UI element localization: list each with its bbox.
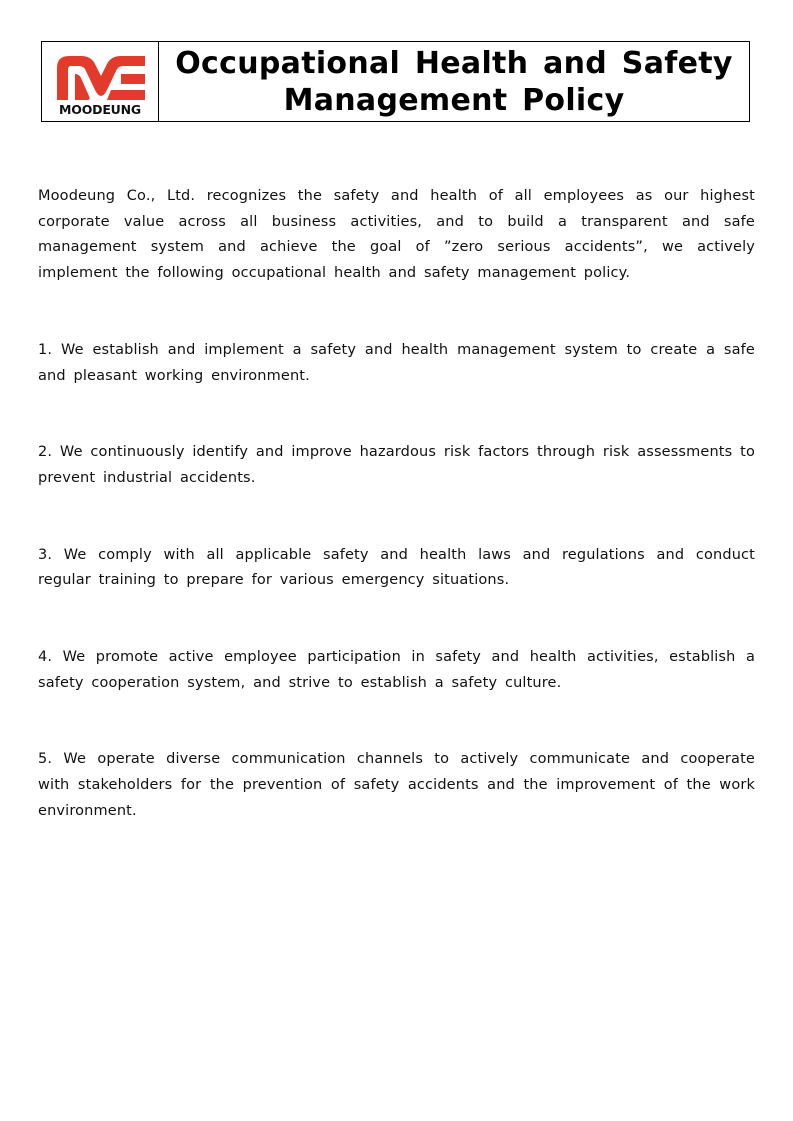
title-line-2: Management Policy [283,83,625,118]
document-title [159,42,749,121]
moodeung-logo-icon [55,54,147,100]
logo-wordmark: MOODEUNG [59,102,141,117]
policy-item-2: 2. We continuously identify and improve hazardous risk factors through risk assessments to prevent industrial accidents. [38,444,755,486]
policy-item-1: 1. We establish and implement a safety and health management system to create a safe and pleasant working environment. [38,341,755,384]
company-logo [42,42,159,121]
policy-item-4: 4. We promote active employee participation in safety and health activities, establish a safety cooperation system, and strive to establish a safety culture. [38,649,755,691]
policy-item-3: 3. We comply with all applicable safety and health laws and regulations and conduct regular training to prepare for various emergency situations. [38,546,755,589]
policy-body [38,184,755,876]
document-header [41,41,750,122]
title-line-1: Occupational Health and Safety [175,46,733,81]
intro-paragraph: Moodeung Co., Ltd. recognizes the safety and health of all employees as our highest corporate value across all business activities, and to build a transparent and safe management system and achieve the goal of ”zero serious accidents”, we actively implement the following occupational health and safety management policy. [38,188,755,282]
policy-item-5: 5. We operate diverse communication channels to actively communicate and cooperate with stakeholders for the prevention of safety accidents and the improvement of the work environment. [38,751,755,819]
